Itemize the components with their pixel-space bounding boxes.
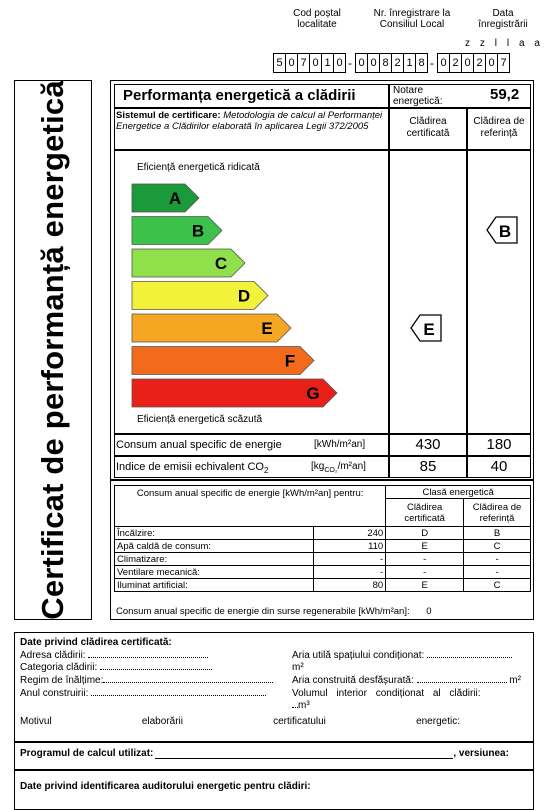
energy-class-arrow — [132, 249, 245, 277]
version-label: , versiunea: — [453, 748, 509, 759]
vertical-title-text: Certificat de performanță energetică — [35, 80, 70, 620]
consumption-label: Consum anual specific de energie — [116, 439, 282, 451]
energy-class-letter: F — [284, 351, 296, 371]
program-field[interactable] — [20, 748, 509, 759]
row-name: Iluminat artificial: — [115, 579, 314, 592]
energy-class-scale — [130, 182, 350, 410]
digit-cell[interactable]: 2 — [391, 53, 404, 73]
motive-word: energetic: — [416, 716, 460, 727]
certified-class-column — [389, 150, 467, 434]
system-text: Metodologia de calcul al Performanței Energetice a Clădirilor elaborată în aplicarea Legii 372/2005 — [116, 110, 383, 132]
vertical-certificate-title — [14, 80, 92, 620]
efficiency-low-label: Eficiență energetică scăzută — [137, 414, 263, 425]
energy-class-bar-a — [132, 184, 199, 212]
date-format-letter: l — [506, 38, 510, 49]
reference-class-column — [467, 150, 531, 434]
reference-class-letter: B — [498, 222, 512, 241]
row-name: Ventilare mecanică: — [115, 566, 314, 579]
table-row — [115, 579, 531, 592]
digit-cell[interactable]: 2 — [473, 53, 486, 73]
system-label: Sistemul de certificare: — [116, 110, 221, 121]
built-area-label: Aria construită desfășurată: — [292, 675, 414, 686]
volume-label: Volumul interior condiționat al clădirii: — [292, 688, 481, 699]
postal-code-field[interactable] — [273, 53, 345, 73]
row-value: 110 — [314, 540, 386, 553]
motive-word: certificatului — [273, 716, 326, 727]
rating-value: 59,2 — [490, 86, 520, 103]
table-header-class: Clasă energetică — [386, 486, 531, 499]
row-reference-class: B — [464, 527, 531, 540]
consumption-reference-value: 180 — [467, 434, 531, 456]
certified-class-marker — [410, 314, 442, 342]
registration-code-boxes — [273, 53, 509, 73]
energy-class-bar-d — [132, 282, 268, 310]
digit-cell[interactable]: 7 — [297, 53, 310, 73]
date-format-row — [460, 38, 545, 49]
digit-cell[interactable]: 0 — [461, 53, 474, 73]
energy-class-bar-c — [132, 249, 245, 277]
useful-area-label: Aria utilă spațiului condiționat: — [292, 650, 425, 661]
energy-class-letter: E — [261, 319, 273, 338]
row-certified-class: - — [386, 566, 464, 579]
digit-cell[interactable]: 1 — [403, 53, 416, 73]
row-certified-class: E — [386, 540, 464, 553]
address-field[interactable] — [20, 650, 208, 661]
program-input[interactable] — [155, 758, 453, 759]
emission-label — [116, 461, 268, 475]
address-label: Adresa clădirii: — [20, 650, 86, 661]
consumption-unit: [kWh/m²an] — [314, 439, 366, 450]
height-label: Regim de înălțime: — [20, 675, 104, 686]
table-header-left: Consum anual specific de energie [kWh/m²an] pentru: — [115, 486, 386, 527]
consumption-breakdown-table — [114, 485, 531, 592]
table-header-row — [115, 486, 531, 499]
row-value: 240 — [314, 527, 386, 540]
row-reference-class: - — [464, 553, 531, 566]
digit-cell[interactable]: 2 — [449, 53, 462, 73]
program-label: Programul de calcul utilizat: — [20, 748, 154, 759]
construction-year-field[interactable] — [20, 688, 266, 699]
certified-class-letter: E — [423, 320, 435, 339]
category-field[interactable] — [20, 662, 212, 673]
height-regime-field[interactable] — [20, 675, 273, 686]
digit-cell[interactable]: 8 — [379, 53, 392, 73]
date-format-letter: z — [464, 38, 470, 49]
register-label: Nr. înregistrare la Consiliul Local — [373, 8, 451, 30]
motive-word: Motivul — [20, 716, 52, 727]
col-certified-label: Clădirea certificată — [406, 116, 450, 139]
row-name: Climatizare: — [115, 553, 314, 566]
emission-unit-post: /m²an] — [337, 461, 366, 472]
digit-cell[interactable]: 0 — [309, 53, 322, 73]
volume-unit-text: m³ — [298, 700, 310, 711]
row-value: - — [314, 566, 386, 579]
register-number-field[interactable] — [355, 53, 427, 73]
energy-class-letter: B — [191, 221, 205, 241]
energy-class-letter: G — [306, 384, 320, 403]
energy-class-letter: D — [237, 286, 251, 306]
energy-class-letter: A — [168, 189, 182, 208]
consumption-certified-value: 430 — [389, 434, 467, 456]
year-label: Anul construirii: — [20, 688, 89, 699]
auditor-label: Date privind identificarea auditorului energetic pentru clădiri: — [20, 781, 311, 792]
renewable-value: 0 — [426, 606, 432, 617]
emission-label-text: Indice de emisii echivalent CO — [116, 461, 264, 473]
date-format-letter: z — [479, 38, 485, 49]
emission-unit-sub: CO₂ — [324, 467, 338, 474]
energy-class-bar-b — [132, 217, 222, 245]
table-row — [115, 527, 531, 540]
date-label: Data înregistrării — [478, 8, 528, 30]
volume-unit — [292, 700, 310, 711]
energy-class-bar-e — [132, 314, 291, 342]
date-format-letter: l — [494, 38, 497, 49]
date-format-letter: a — [534, 38, 540, 49]
postal-code-label: Cod poștal localitate — [293, 8, 341, 30]
row-reference-class: C — [464, 540, 531, 553]
table-row — [115, 553, 531, 566]
rating-label: Notare energetică: — [393, 85, 443, 107]
date-format-letter: a — [518, 38, 525, 49]
page-title: Performanța energetică a clădirii — [123, 87, 356, 104]
motive-field[interactable] — [20, 716, 460, 727]
category-label: Categoria clădirii: — [20, 662, 98, 673]
row-reference-class: C — [464, 579, 531, 592]
energy-class-letter: C — [214, 254, 228, 273]
efficiency-high-label: Eficiență energetică ridicată — [137, 162, 260, 173]
energy-class-bar-f — [132, 347, 314, 375]
emission-certified-value: 85 — [389, 456, 467, 478]
row-name: Încălzire: — [115, 527, 314, 540]
row-certified-class: - — [386, 553, 464, 566]
digit-cell[interactable]: 5 — [273, 53, 286, 73]
row-value: 80 — [314, 579, 386, 592]
digit-cell[interactable]: 0 — [367, 53, 380, 73]
digit-cell[interactable]: 1 — [321, 53, 334, 73]
table-sub-certified: Clădirea certificată — [386, 499, 464, 527]
reference-class-marker — [486, 216, 518, 244]
useful-area-field[interactable] — [292, 650, 512, 661]
energy-class-arrow — [132, 217, 222, 245]
energy-class-bar-g — [132, 379, 337, 407]
digit-cell[interactable]: 0 — [485, 53, 498, 73]
built-area-field[interactable] — [292, 675, 521, 686]
row-certified-class: E — [386, 579, 464, 592]
useful-area-unit: m² — [292, 662, 304, 673]
row-reference-class: - — [464, 566, 531, 579]
separator-dash: - — [430, 56, 434, 70]
system-description — [116, 110, 386, 132]
table-row — [115, 540, 531, 553]
emission-reference-value: 40 — [467, 456, 531, 478]
digit-cell[interactable]: 0 — [285, 53, 298, 73]
built-area-unit: m² — [509, 675, 521, 686]
renewable-label: Consum anual specific de energie din surse regenerabile [kWh/m²an]: — [116, 606, 410, 617]
digit-cell[interactable]: 0 — [437, 53, 450, 73]
emission-label-sub: 2 — [263, 466, 269, 476]
renewable-row — [116, 606, 432, 617]
table-sub-reference: Clădirea de referință — [464, 499, 531, 527]
volume-field[interactable] — [292, 688, 532, 699]
table-row — [115, 566, 531, 579]
separator-dash: - — [348, 56, 352, 70]
row-name: Apă caldă de consum: — [115, 540, 314, 553]
energy-class-arrow — [132, 184, 199, 212]
digit-cell[interactable]: 0 — [355, 53, 368, 73]
digit-cell[interactable]: 0 — [333, 53, 346, 73]
digit-cell[interactable]: 8 — [415, 53, 428, 73]
registration-date-field[interactable] — [437, 53, 509, 73]
motive-word: elaborării — [141, 716, 183, 727]
emission-unit-pre: [kg — [311, 461, 325, 472]
digit-cell[interactable]: 7 — [497, 53, 510, 73]
col-reference-label: Clădirea de referință — [473, 116, 525, 139]
row-value: - — [314, 553, 386, 566]
building-section-title: Date privind clădirea certificată: — [20, 637, 172, 648]
emission-unit — [311, 461, 366, 474]
row-certified-class: D — [386, 527, 464, 540]
